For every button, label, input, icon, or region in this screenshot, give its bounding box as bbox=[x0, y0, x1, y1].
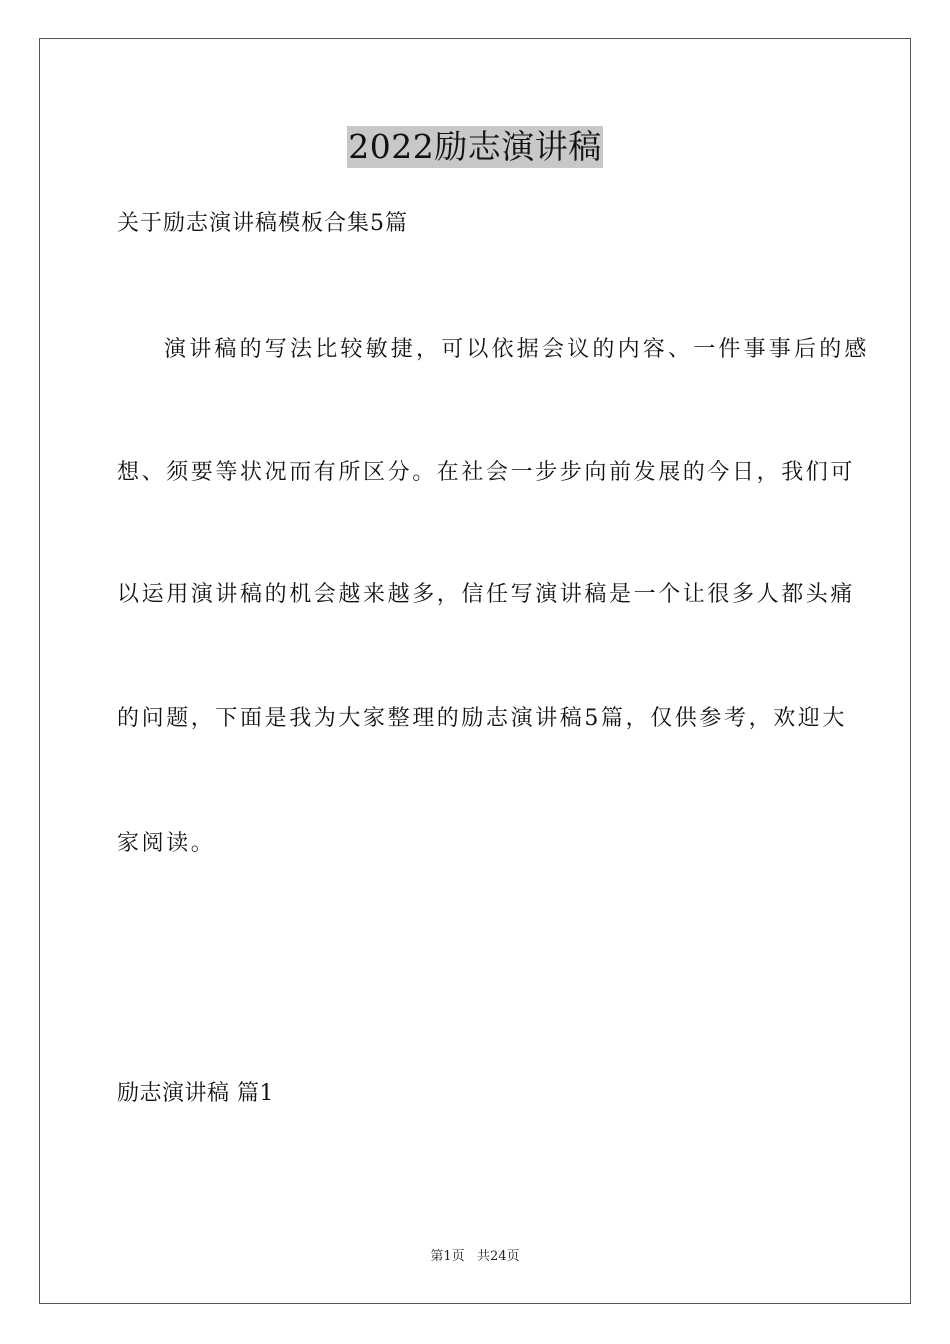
title-container bbox=[0, 126, 950, 168]
paragraph-line-2: 想、须要等状况而有所区分。在社会一步步向前发展的今日，我们可 bbox=[117, 460, 856, 485]
section-heading: 励志演讲稿 篇1 bbox=[117, 1081, 274, 1106]
paragraph-line-5: 家阅读。 bbox=[117, 831, 216, 856]
page-number-footer: 第1页 共24页 bbox=[430, 1249, 520, 1264]
paragraph-line-1: 演讲稿的写法比较敏捷，可以依据会议的内容、一件事事后的感 bbox=[164, 337, 870, 362]
paragraph-line-4: 的问题，下面是我为大家整理的励志演讲稿5篇，仅供参考，欢迎大 bbox=[117, 706, 847, 731]
paragraph-line-3: 以运用演讲稿的机会越来越多，信任写演讲稿是一个让很多人都头痛 bbox=[117, 582, 856, 607]
document-subtitle: 关于励志演讲稿模板合集5篇 bbox=[117, 211, 408, 236]
document-title: 2022励志演讲稿 bbox=[348, 127, 602, 166]
